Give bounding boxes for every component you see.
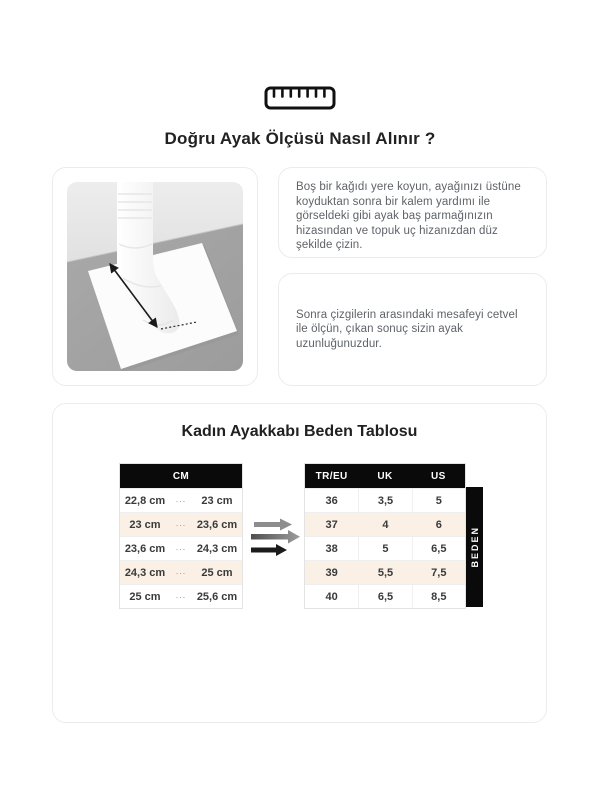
instruction-card-2 <box>278 273 547 386</box>
conversion-table-row: 38 5 6,5 <box>305 536 465 560</box>
range-separator: ... <box>175 565 187 576</box>
beden-side-label: BEDEN <box>466 487 483 607</box>
instruction-step-2: Sonra çizgilerin arasındaki mesafeyi cetvel ile ölçün, çıkan sonuç sizin ayak uzunluğunuzdur. <box>296 308 518 350</box>
range-separator: ... <box>175 589 187 600</box>
size-table-card <box>52 403 547 723</box>
cm-table-row: 24,3 cm ... 25 cm <box>120 560 242 584</box>
cm-table-row: 25 cm ... 25,6 cm <box>120 584 242 608</box>
cm-table <box>119 463 243 609</box>
size-table-title: Kadın Ayakkabı Beden Tablosu <box>181 423 418 440</box>
conversion-table-row: 39 5,5 7,5 <box>305 560 465 584</box>
conversion-table-row: 36 3,5 5 <box>305 488 465 512</box>
measurement-photo-card <box>52 167 258 386</box>
cm-table-row: 23,6 cm ... 24,3 cm <box>120 536 242 560</box>
page-title: Doğru Ayak Ölçüsü Nasıl Alınır ? <box>164 129 436 148</box>
conversion-table <box>304 463 466 609</box>
conversion-table-row: 40 6,5 8,5 <box>305 584 465 608</box>
foot-measurement-photo <box>67 182 243 371</box>
cm-table-row: 23 cm ... 23,6 cm <box>120 512 242 536</box>
conversion-table-header: TR/EU UK US <box>305 464 465 488</box>
cm-table-header: CM <box>120 464 242 488</box>
range-separator: ... <box>175 493 187 504</box>
transfer-arrows-icon <box>251 516 301 566</box>
conversion-table-row: 37 4 6 <box>305 512 465 536</box>
instruction-step-1: Boş bir kağıdı yere koyun, ayağınızı üstüne koyduktan sonra bir kalem yardımı ile görseldeki gibi ayak baş parmağınızın hizasından ve topuk uç hizanızdan düz şekilde çizin. <box>296 181 521 251</box>
ruler-icon <box>0 86 600 115</box>
range-separator: ... <box>175 517 187 528</box>
range-separator: ... <box>175 541 187 552</box>
instruction-card-1 <box>278 167 547 258</box>
cm-table-row: 22,8 cm ... 23 cm <box>120 488 242 512</box>
